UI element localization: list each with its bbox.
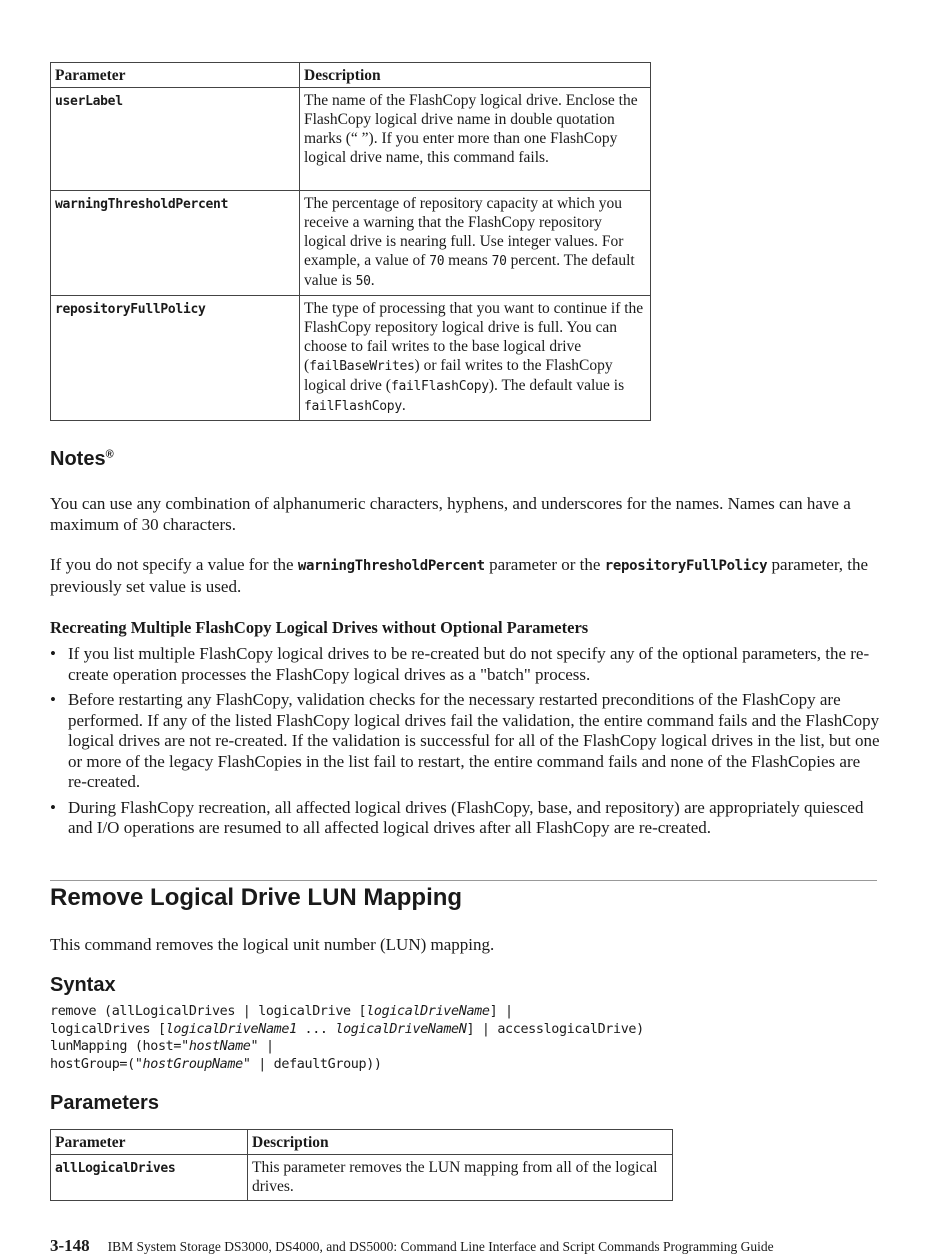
parameter-description: The type of processing that you want to continue if the FlashCopy repository logical drive is full. You can choose to fail writes to the base logical drive (failBaseWrites) or fail writes to the FlashCopy logical drive (failFlashCopy). The default value is failFlashCopy. [300, 296, 651, 421]
list-item: • If you list multiple FlashCopy logical drives to be re-created but do not specify any of the optional parameters, the re-create operation processes the FlashCopy logical drives as a "batch" process. [50, 644, 870, 684]
section-divider [50, 880, 877, 881]
table-row [51, 88, 651, 191]
parameter-name: warningThresholdPercent [55, 197, 229, 212]
parameters-table-1 [50, 62, 651, 421]
table-row [51, 296, 651, 421]
list-item: • During FlashCopy recreation, all affected logical drives (FlashCopy, base, and repository) are appropriately quiesced and I/O operations are resumed to all affected logical drives after all FlashCopy are re-created. [50, 797, 864, 837]
column-header-description: Description [300, 63, 651, 88]
notes-paragraph: You can use any combination of alphanumeric characters, hyphens, and underscores for the names. Names can have a maximum of 30 characters. [50, 494, 851, 534]
table-row [51, 191, 651, 296]
list-item: • Before restarting any FlashCopy, validation checks for the necessary restarted preconditions of the FlashCopy are performed. If any of the listed FlashCopy logical drives fail the validation, the entire command fails and the FlashCopy logical drives are not re-created. If the validation is successful for all of the FlashCopy logical drives in the list, but one or more of the legacy FlashCopies in the list fail to restart, the entire command fails and none of the FlashCopies are re-created. [50, 690, 880, 791]
parameter-description: The name of the FlashCopy logical drive. Enclose the FlashCopy logical drive name in double quotation marks (“ ”). If you enter more than one FlashCopy logical drive name, this command fails. [300, 88, 651, 191]
notes-heading: Notes® [50, 448, 114, 470]
parameter-description: This parameter removes the LUN mapping from all of the logical drives. [248, 1155, 673, 1201]
notes-paragraph: If you do not specify a value for the warningThresholdPercent parameter or the repositoryFullPolicy parameter, the previously set value is used. [50, 555, 869, 596]
section-intro: This command removes the logical unit number (LUN) mapping. [50, 935, 495, 954]
table-header-row [51, 1130, 673, 1155]
parameter-name: allLogicalDrives [55, 1161, 176, 1176]
parameter-description: The percentage of repository capacity at which you receive a warning that the FlashCopy repository logical drive is nearing full. Use integer values. For example, a value of 70 means 70 percent. The default value is 50. [300, 191, 651, 296]
notes-subheading: Recreating Multiple FlashCopy Logical Drives without Optional Parameters [50, 618, 589, 637]
page-footer [50, 1236, 774, 1256]
column-header-description: Description [248, 1130, 673, 1155]
parameter-name: userLabel [55, 94, 123, 109]
parameters-heading: Parameters [50, 1092, 159, 1114]
syntax-code-block: remove (allLogicalDrives | logicalDrive [logicalDriveName] | logicalDrives [logicalDriveName1 ... logicalDriveNameN] | accesslogicalDrive) lunMapping (host="hostName" | hostGroup=("hostGroupName" | defaultGroup)) [50, 1004, 644, 1073]
section-title: Remove Logical Drive LUN Mapping [50, 884, 463, 911]
table-header-row [51, 63, 651, 88]
table-row [51, 1155, 673, 1201]
bullet-icon: • [50, 690, 56, 709]
parameters-table-2 [50, 1129, 673, 1201]
bullet-list [50, 644, 880, 844]
syntax-heading: Syntax [50, 974, 116, 996]
parameter-name: repositoryFullPolicy [55, 302, 206, 317]
bullet-icon: • [50, 644, 56, 663]
column-header-parameter: Parameter [51, 1130, 248, 1155]
document-title: IBM System Storage DS3000, DS4000, and DS5000: Command Line Interface and Script Commands Programming Guide [107, 1239, 774, 1254]
page-number: 3-148 [50, 1236, 90, 1255]
column-header-parameter: Parameter [51, 63, 300, 88]
bullet-icon: • [50, 797, 56, 817]
